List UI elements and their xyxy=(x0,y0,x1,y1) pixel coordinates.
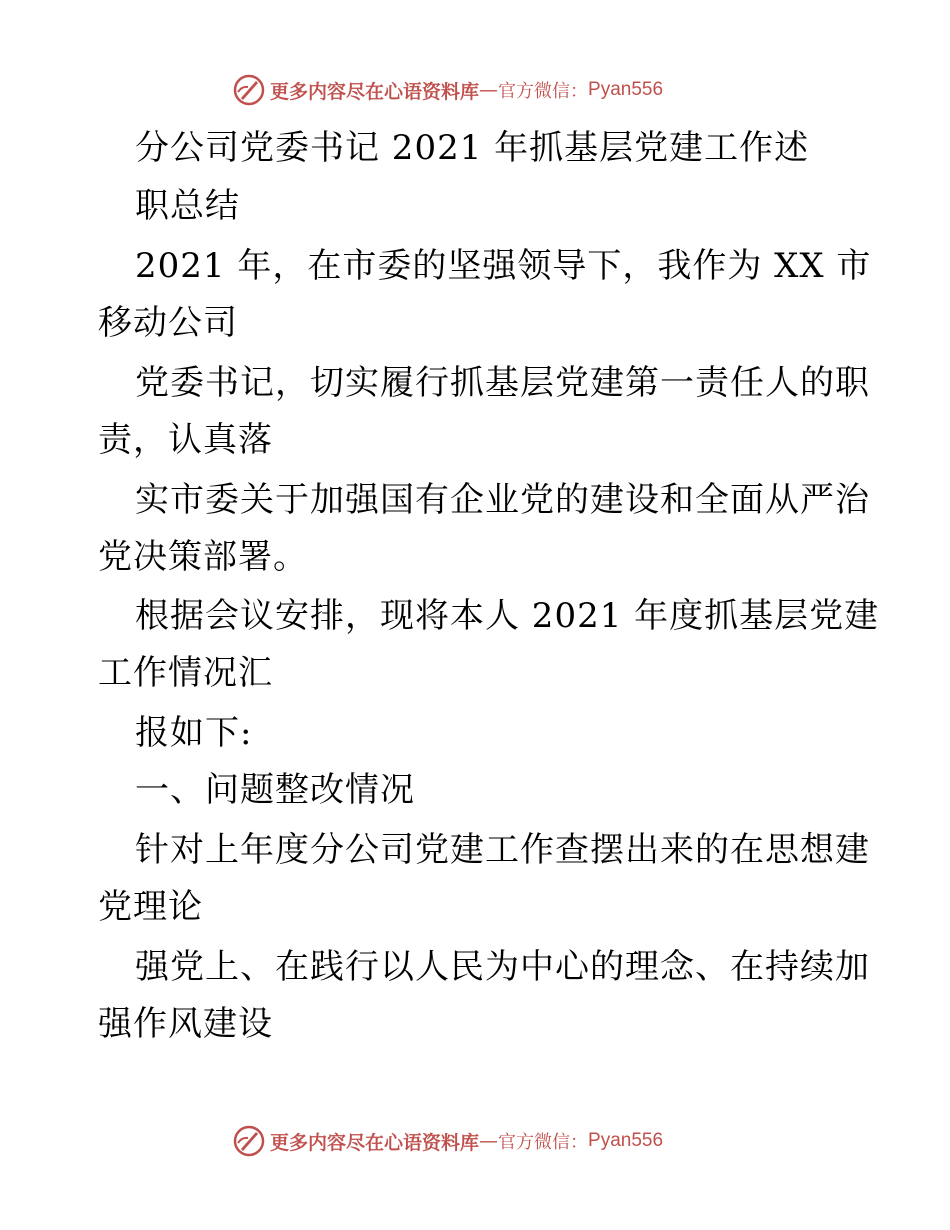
banner-text: 更多内容尽在心语资料库 xyxy=(270,80,480,103)
paragraph-line: 移动公司 xyxy=(98,303,238,343)
paragraph-line: 针对上年度分公司党建工作查摆出来的在思想建 xyxy=(135,830,870,870)
banner-wechat-id: Pyan556 xyxy=(588,79,664,100)
paragraph-line: 强党上、在践行以人民为中心的理念、在持续加 xyxy=(135,947,870,987)
paragraph-line: 强作风建设 xyxy=(98,1004,273,1044)
title-line-1: 分公司党委书记 2021 年抓基层党建工作述 xyxy=(135,128,810,168)
paragraph-line: 工作情况汇 xyxy=(98,653,273,693)
banner-dash: — xyxy=(479,79,499,101)
quill-seal-icon xyxy=(232,1124,266,1158)
paragraph-line: 党委书记，切实履行抓基层党建第一责任人的职 xyxy=(135,363,870,403)
paragraph-line: 党理论 xyxy=(98,887,203,927)
title-line-2: 职总结 xyxy=(135,186,240,226)
paragraph-line: 实市委关于加强国有企业党的建设和全面从严治 xyxy=(135,480,870,520)
paragraph-line: 党决策部署。 xyxy=(98,537,308,577)
banner-wechat-label: 官方微信： xyxy=(498,81,589,102)
paragraph-line: 根据会议安排，现将本人 2021 年度抓基层党建 xyxy=(135,596,880,636)
banner-dash: — xyxy=(479,1130,499,1152)
section-heading: 一、问题整改情况 xyxy=(135,770,415,810)
quill-seal-icon xyxy=(232,73,266,107)
banner-wechat-label: 官方微信： xyxy=(498,1132,589,1153)
paragraph-line: 2021 年，在市委的坚强领导下，我作为 XX 市 xyxy=(135,246,872,286)
header-banner xyxy=(232,70,752,110)
paragraph-line: 责，认真落 xyxy=(98,420,273,460)
banner-wechat-id: Pyan556 xyxy=(588,1130,664,1151)
footer-banner xyxy=(232,1121,752,1161)
paragraph-line: 报如下: xyxy=(135,713,253,753)
banner-text: 更多内容尽在心语资料库 xyxy=(270,1131,480,1154)
